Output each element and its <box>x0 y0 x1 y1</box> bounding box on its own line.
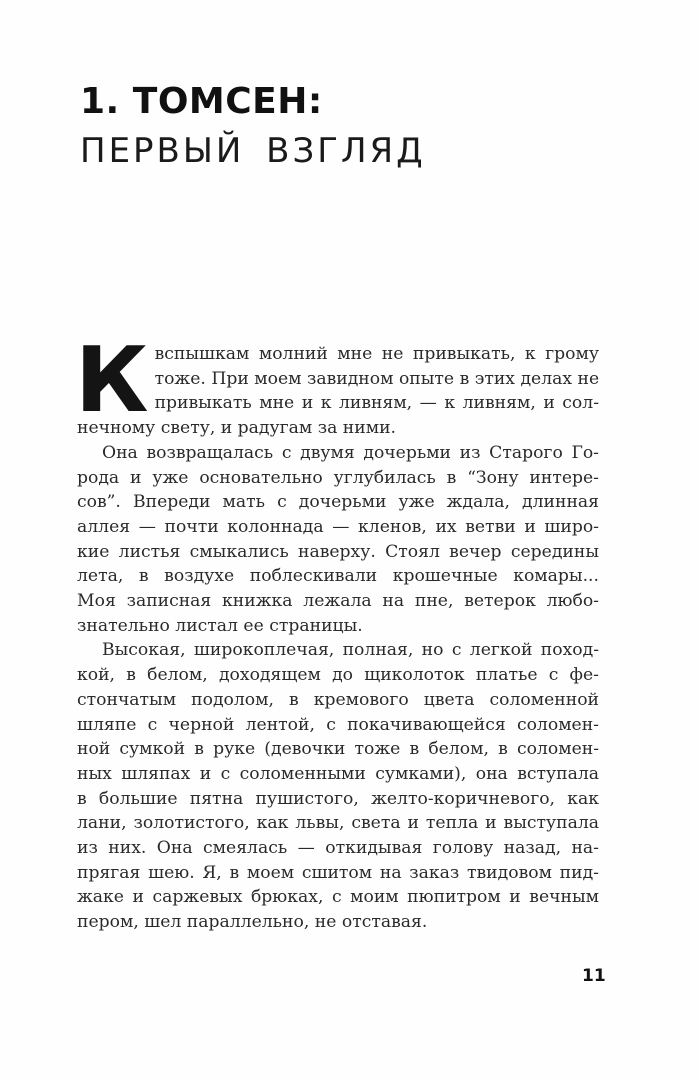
text-line: Моя записная книжка лежала на пне, ветерок любо- <box>77 591 599 612</box>
paragraph-2 <box>77 441 599 639</box>
text-line: шляпе с черной лентой, с покачивающейся соломен- <box>77 714 599 735</box>
text-line: кие листья смыкались наверху. Стоял вечер середины <box>77 541 599 562</box>
body-text <box>75 328 600 935</box>
paragraph-3 <box>77 638 599 934</box>
chapter-title: 1. ТОМСЕН: <box>80 81 323 122</box>
paragraph-1 <box>75 328 600 441</box>
text-line: кой, в белом, доходящем до щиколоток платье с фе- <box>77 665 599 686</box>
text-line: сов”. Впереди мать с дочерьми уже ждала, длинная <box>77 492 599 513</box>
drop-cap: К <box>75 328 147 433</box>
text-line: прягая шею. Я, в моем сшитом на заказ твидовом пид- <box>77 862 599 883</box>
text-line: вспышкам молний мне не привыкать, к грому <box>154 344 599 364</box>
text-line: жаке и саржевых брюках, с моим пюпитром и вечным <box>77 887 599 908</box>
text-line: нечному свету, и радугам за ними. <box>77 418 396 439</box>
text-line: рода и уже основательно углубилась в “Зону интере- <box>77 467 599 488</box>
text-line: в большие пятна пушистого, желто-коричневого, как <box>77 788 599 809</box>
page-number: 11 <box>582 966 606 986</box>
text-line: стончатым подолом, в кремового цвета соломенной <box>77 689 599 710</box>
text-line: ных шляпах и с соломенными сумками), она вступала <box>77 763 599 784</box>
text-line: аллея — почти колоннада — кленов, их ветви и широ- <box>77 516 599 537</box>
text-line: пером, шел параллельно, не отставая. <box>77 912 428 933</box>
text-line: привыкать мне и к ливням, — к ливням, и сол- <box>154 393 599 414</box>
text-line: ной сумкой в руке (девочки тоже в белом, в соломен- <box>77 739 599 760</box>
text-line: лета, в воздухе поблескивали крошечные комары... <box>77 566 599 587</box>
text-line: Высокая, широкоплечая, полная, но с легкой поход- <box>102 640 599 661</box>
chapter-heading <box>80 80 620 174</box>
text-line: лани, золотистого, как львы, света и тепла и выступала <box>77 813 599 834</box>
chapter-subtitle: ПЕРВЫЙ ВЗГЛЯД <box>80 131 426 171</box>
text-line: знательно листал ее страницы. <box>77 615 363 636</box>
text-line: тоже. При моем завидном опыте в этих делах не <box>154 368 600 389</box>
text-line: Она возвращалась с двумя дочерьми из Старого Го- <box>102 442 599 463</box>
text-line: из них. Она смеялась — откидывая голову назад, на- <box>77 838 599 859</box>
